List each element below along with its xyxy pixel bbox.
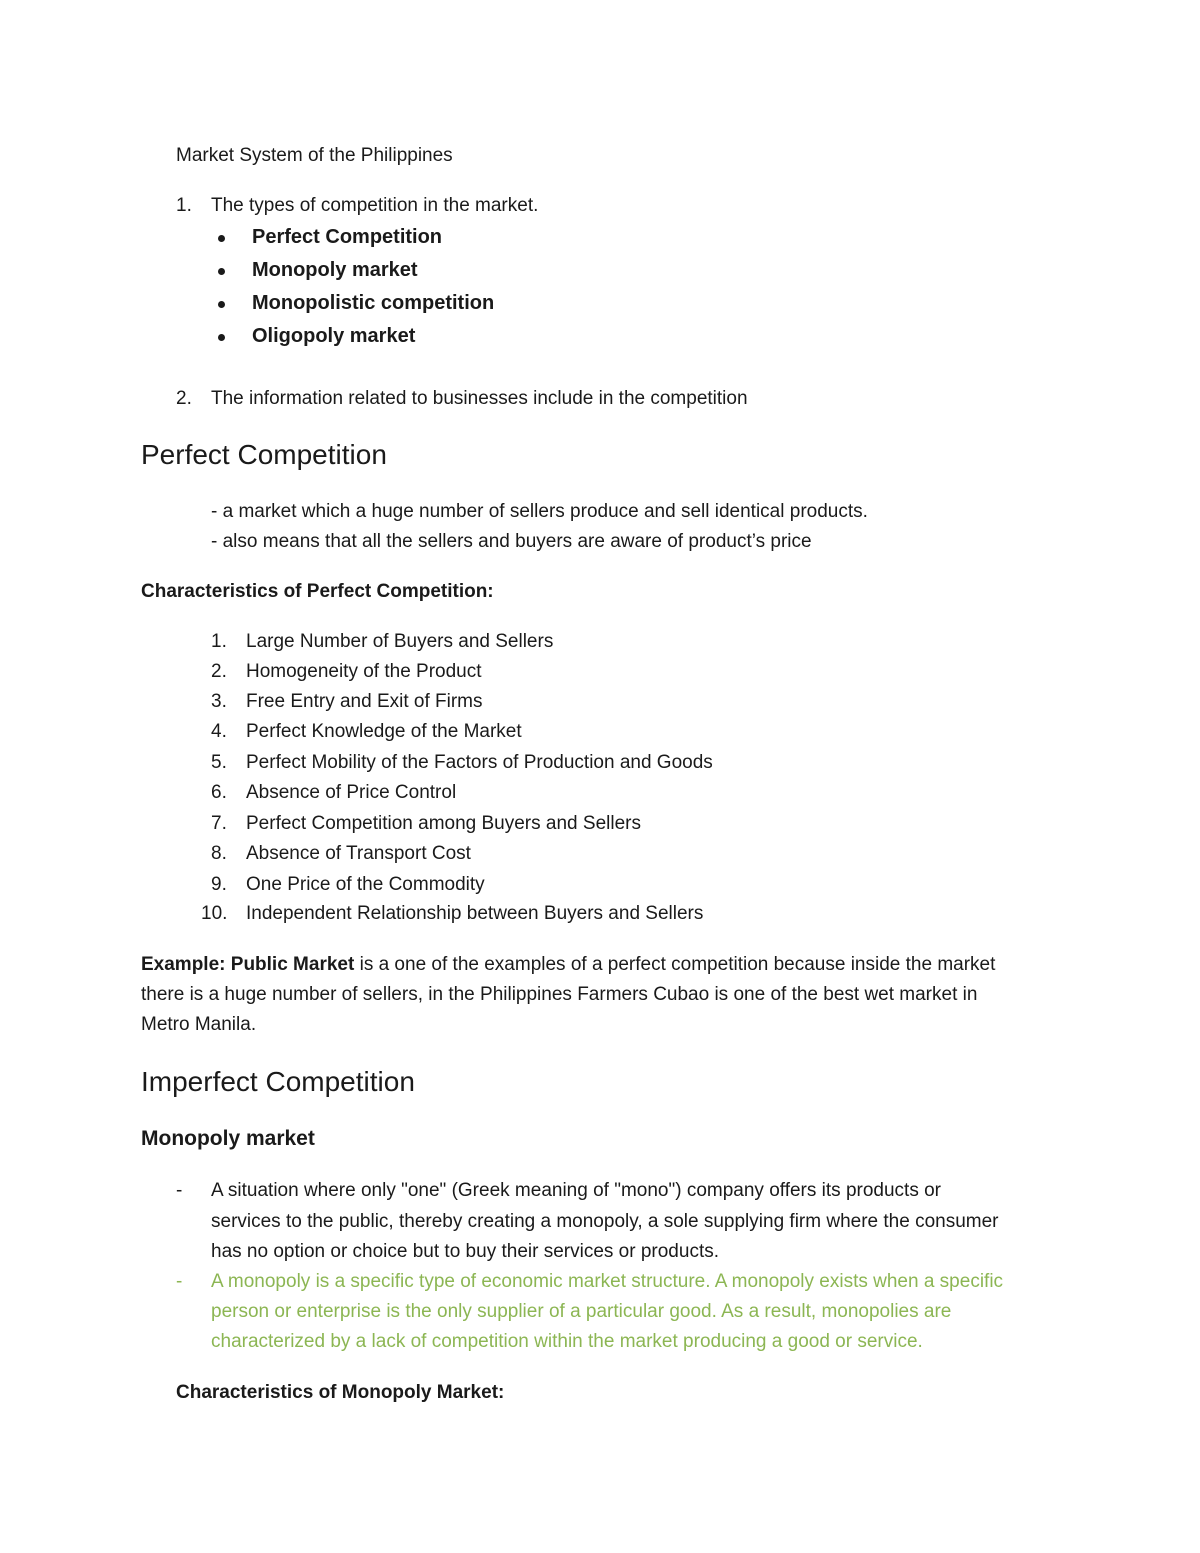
perfect-definition-1: - a market which a huge number of sellers produce and sell identical products. bbox=[211, 501, 868, 522]
characteristic-number: 6. bbox=[211, 782, 227, 803]
characteristic-item: Free Entry and Exit of Firms bbox=[246, 691, 483, 712]
dash-marker: - bbox=[176, 1271, 183, 1292]
characteristic-item: Absence of Price Control bbox=[246, 782, 457, 803]
example-text: is a one of the examples of a perfect competition because inside the market bbox=[354, 954, 996, 975]
intro-item-1-text: The types of competition in the market. bbox=[211, 195, 539, 216]
monopoly-point-1-line-1: A situation where only "one" (Greek meaning of "mono") company offers its products or bbox=[211, 1180, 941, 1201]
intro-item-2-number: 2. bbox=[176, 388, 192, 409]
example-line-3: Metro Manila. bbox=[141, 1014, 257, 1035]
example-line-1 bbox=[141, 953, 995, 977]
bullet-icon bbox=[218, 235, 225, 242]
doc-title: Market System of the Philippines bbox=[176, 145, 453, 166]
monopoly-characteristics-heading: Characteristics of Monopoly Market: bbox=[176, 1382, 505, 1403]
perfect-characteristics-heading: Characteristics of Perfect Competition: bbox=[141, 581, 494, 602]
characteristic-item: Absence of Transport Cost bbox=[246, 843, 471, 864]
characteristic-item: Perfect Mobility of the Factors of Production and Goods bbox=[246, 752, 713, 773]
characteristic-number: 4. bbox=[211, 721, 227, 742]
heading-imperfect-competition: Imperfect Competition bbox=[141, 1066, 415, 1097]
characteristic-item: Perfect Competition among Buyers and Sellers bbox=[246, 813, 641, 834]
example-label: Example: bbox=[141, 954, 226, 975]
example-subject: Public Market bbox=[230, 954, 355, 975]
perfect-definition-2: - also means that all the sellers and buyers are aware of product’s price bbox=[211, 531, 812, 552]
characteristic-number: 10. bbox=[201, 903, 228, 924]
type-monopoly-market: Monopoly market bbox=[252, 259, 418, 281]
characteristic-item: Independent Relationship between Buyers and Sellers bbox=[246, 903, 704, 924]
heading-perfect-competition: Perfect Competition bbox=[141, 439, 387, 470]
characteristic-number: 2. bbox=[211, 661, 227, 682]
bullet-icon bbox=[218, 334, 225, 341]
characteristic-number: 3. bbox=[211, 691, 227, 712]
characteristic-item: Large Number of Buyers and Sellers bbox=[246, 631, 554, 652]
type-oligopoly-market: Oligopoly market bbox=[252, 325, 416, 347]
characteristic-number: 9. bbox=[211, 874, 227, 895]
characteristic-number: 1. bbox=[211, 631, 227, 652]
characteristic-item: Perfect Knowledge of the Market bbox=[246, 721, 522, 742]
characteristic-number: 5. bbox=[211, 752, 227, 773]
characteristic-item: Homogeneity of the Product bbox=[246, 661, 482, 682]
intro-item-2-text: The information related to businesses include in the competition bbox=[211, 388, 748, 409]
monopoly-point-1-line-2: services to the public, thereby creating a monopoly, a sole supplying firm where the consumer bbox=[211, 1211, 999, 1232]
heading-monopoly-market: Monopoly market bbox=[141, 1127, 315, 1150]
characteristic-item: One Price of the Commodity bbox=[246, 874, 485, 895]
intro-item-1-number: 1. bbox=[176, 195, 192, 216]
characteristic-number: 7. bbox=[211, 813, 227, 834]
dash-marker: - bbox=[176, 1180, 183, 1201]
monopoly-point-2-line-1: A monopoly is a specific type of economic market structure. A monopoly exists when a specific bbox=[211, 1271, 1004, 1292]
type-perfect-competition: Perfect Competition bbox=[252, 226, 443, 248]
type-monopolistic-competition: Monopolistic competition bbox=[252, 292, 495, 314]
monopoly-point-1-line-3: has no option or choice but to buy their services or products. bbox=[211, 1241, 719, 1262]
characteristic-number: 8. bbox=[211, 843, 227, 864]
monopoly-point-2-line-3: characterized by a lack of competition within the market producing a good or service. bbox=[211, 1331, 923, 1352]
bullet-icon bbox=[218, 301, 225, 308]
bullet-icon bbox=[218, 268, 225, 275]
monopoly-point-2-line-2: person or enterprise is the only supplier of a particular good. As a result, monopolies are bbox=[211, 1301, 952, 1322]
example-line-2: there is a huge number of sellers, in the Philippines Farmers Cubao is one of the best wet market in bbox=[141, 984, 978, 1005]
